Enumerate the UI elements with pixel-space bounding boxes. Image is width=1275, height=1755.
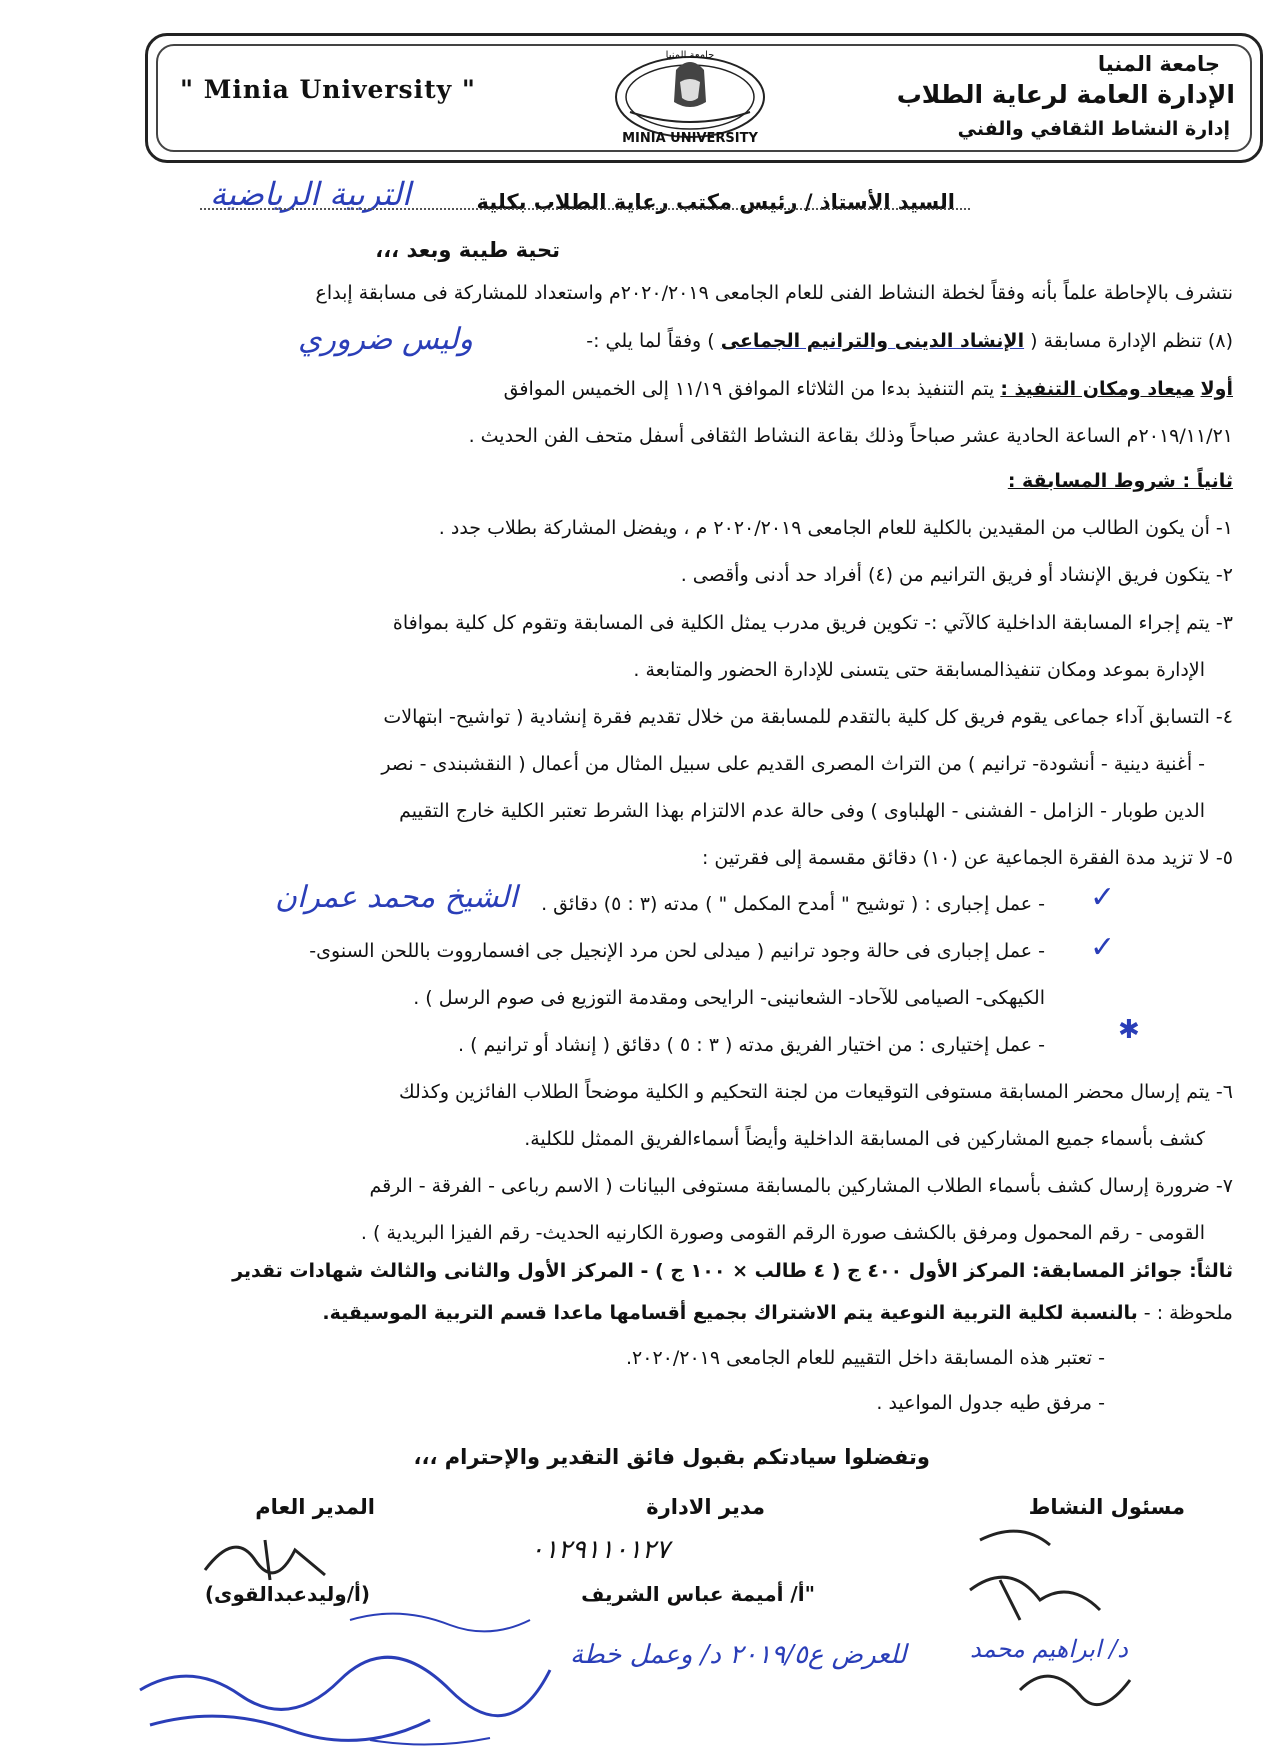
dean-stamp-handwriting <box>130 1600 560 1750</box>
section1-text: يتم التنفيذ بدءا من الثلاثاء الموافق ١١/١٩ إلى الخميس الموافق <box>503 378 995 400</box>
admin-director-title: مدير الادارة <box>646 1495 765 1519</box>
closing-line: وتفضلوا سيادتكم بقبول فائق التقدير والإحترام ،،، <box>413 1445 930 1469</box>
handwritten-phone: ٠١٢٩١١٠١٢٧ <box>530 1535 670 1565</box>
section1-line-1 <box>504 378 1233 400</box>
note-line <box>322 1302 1233 1324</box>
intro-line-1: نتشرف بالإحاطة علماً بأنه وفقاً لخطة النشاط الفنى للعام الجامعى ٢٠٢٠/٢٠١٩م واستعداد للمشاركة فى مسابقة إبداع <box>315 282 1233 304</box>
condition-3-line-2: الإدارة بموعد ومكان تنفيذالمسابقة حتى يتسنى للإدارة الحضور والمتابعة . <box>633 659 1205 681</box>
section1-heading: أولا <box>1200 378 1233 400</box>
condition-4-line-2: - أغنية دينية - أنشودة- ترانيم ) من التراث المصرى القديم على سبيل المثال من أعمال ( النقشبندى - نصر <box>381 753 1205 775</box>
handwritten-referral: للعرض ع٢٠١٩/٥ د/ وعمل خطة <box>570 1640 907 1670</box>
checkmark-icon: ✓ <box>1090 880 1116 915</box>
activity-officer-signature <box>960 1520 1110 1630</box>
handwritten-intro-note: وليس ضروري <box>298 322 473 357</box>
bullet-2: - مرفق طيه جدول المواعيد . <box>876 1392 1105 1414</box>
greeting: تحية طيبة وبعد ،،، <box>375 238 560 262</box>
logo-caption: MINIA UNIVERSITY <box>622 131 758 146</box>
note-label: ملحوظة : - <box>1143 1302 1233 1324</box>
condition-2: ٢- يتكون فريق الإنشاد أو فريق الترانيم من (٤) أفراد حد أدنى وأقصى . <box>680 564 1233 586</box>
addressee-line: السيد الأستاذ / رئيس مكتب رعاية الطلاب بكلية <box>476 190 955 214</box>
mandatory-work-a: - عمل إجبارى : ( توشيح " أمدح المكمل " ) مدته (٣ : ٥) دقائق . <box>541 893 1045 915</box>
handwritten-faculty: التربية الرياضية <box>210 175 411 213</box>
intro-line-2 <box>586 330 1233 352</box>
handwritten-sheikh-name: الشيخ محمد عمران <box>275 880 518 915</box>
section3-prizes: ثالثاً: جوائز المسابقة: المركز الأول ٤٠٠ ج ( ٤ طالب × ١٠٠ ج ) - المركز الأول والثانى والثالث شهادات تقدير <box>232 1260 1233 1282</box>
header-university-ar: جامعة المنيا <box>1097 52 1220 76</box>
general-manager-title: المدير العام <box>255 1495 375 1519</box>
university-logo <box>590 42 790 147</box>
mandatory-work-b-1: - عمل إجبارى فى حالة وجود ترانيم ( ميدلى لحن مرد الإنجيل جى افسمارووت باللحن السنوى- <box>309 940 1045 962</box>
intro-line-2-a: (٨) تنظم الإدارة مسابقة ( <box>1030 330 1233 352</box>
condition-6-line-2: كشف بأسماء جميع المشاركين فى المسابقة الداخلية وأيضاً أسماءالفريق الممثل للكلية. <box>524 1128 1205 1150</box>
condition-4-line-3: الدين طوبار - الزامل - الفشنى - الهلباوى ) وفى حالة عدم الالتزام بهذا الشرط تعتبر الكلية خارج التقييم <box>399 800 1205 822</box>
handwritten-name-right: د/ ابراهيم محمد <box>970 1635 1128 1663</box>
condition-4-line-1: ٤- التسابق آداء جماعى يقوم فريق كل كلية بالتقدم للمسابقة من خلال تقديم فقرة إنشادية ( تواشيح- ابتهالات <box>383 706 1233 728</box>
star-mark-icon: ✱ <box>1118 1015 1140 1045</box>
gm-signature <box>195 1520 345 1590</box>
condition-7-line-1: ٧- ضرورة إرسال كشف بأسماء الطلاب المشاركين بالمسابقة مستوفى البيانات ( الاسم رباعى - الفرقة - الرقم <box>369 1175 1233 1197</box>
checkmark-icon: ✓ <box>1090 930 1116 965</box>
general-manager-name: (أ/وليدعبدالقوى) <box>204 1582 370 1606</box>
competition-title: الإنشاد الدينى والترانيم الجماعى <box>720 330 1025 352</box>
optional-work: - عمل إختيارى : من اختيار الفريق مدته ( ٣ : ٥ ) دقائق ( إنشاد أو ترانيم ) . <box>457 1034 1045 1056</box>
condition-5: ٥- لا تزيد مدة الفقرة الجماعية عن (١٠) دقائق مقسمة إلى فقرتين : <box>701 847 1233 869</box>
condition-1: ١- أن يكون الطالب من المقيدين بالكلية للعام الجامعى ٢٠٢٠/٢٠١٩ م ، ويفضل المشاركة بطلاب جدد . <box>438 517 1233 539</box>
condition-3-line-1: ٣- يتم إجراء المسابقة الداخلية كالآتي :- تكوين فريق مدرب يمثل الكلية فى المسابقة وتقوم كل كلية بموافاة <box>392 612 1233 634</box>
activity-officer-title: مسئول النشاط <box>1028 1495 1185 1519</box>
header-department: الإدارة العامة لرعاية الطلاب <box>896 80 1235 109</box>
section2-heading: ثانياً : شروط المسابقة : <box>1007 470 1233 492</box>
header-sub-department: إدارة النشاط الثقافي والفني <box>957 118 1230 140</box>
addressee-dotted-line <box>200 208 970 210</box>
logo-arc-text: جامعة المنيا <box>665 50 715 61</box>
condition-7-line-2: القومى - رقم المحمول ومرفق بالكشف صورة الرقم القومى وصورة الكارنيه الحديث- رقم الفيزا البريدية ) . <box>360 1222 1205 1244</box>
admin-director-name: "أ/ أميمة عباس الشريف <box>581 1582 815 1606</box>
bullet-1: - تعتبر هذه المسابقة داخل التقييم للعام الجامعى ٢٠٢٠/٢٠١٩. <box>626 1347 1105 1369</box>
mandatory-work-b-2: الكيهكى- الصيامى للآحاد- الشعانينى- الرايحى ومقدمة التوزيع فى صوم الرسل ) . <box>413 987 1045 1009</box>
section1-line-2: ٢٠١٩/١١/٢١م الساعة الحادية عشر صباحاً وذلك بقاعة النشاط الثقافى أسفل متحف الفن الحديث . <box>468 425 1233 447</box>
intro-line-2-b: ) وفقاً لما يلي :- <box>586 330 715 352</box>
university-name-en: " Minia University " <box>180 75 476 104</box>
condition-6-line-1: ٦- يتم إرسال محضر المسابقة مستوفى التوقيعات من لجنة التحكيم و الكلية موضحاً الطلاب الفائزين وكذلك <box>399 1081 1233 1103</box>
note-text: بالنسبة لكلية التربية النوعية يتم الاشتراك بجميع أقسامها ماعدا قسم التربية الموسيقية. <box>322 1302 1138 1324</box>
section1-subheading: ميعاد ومكان التنفيذ : <box>1000 378 1195 400</box>
